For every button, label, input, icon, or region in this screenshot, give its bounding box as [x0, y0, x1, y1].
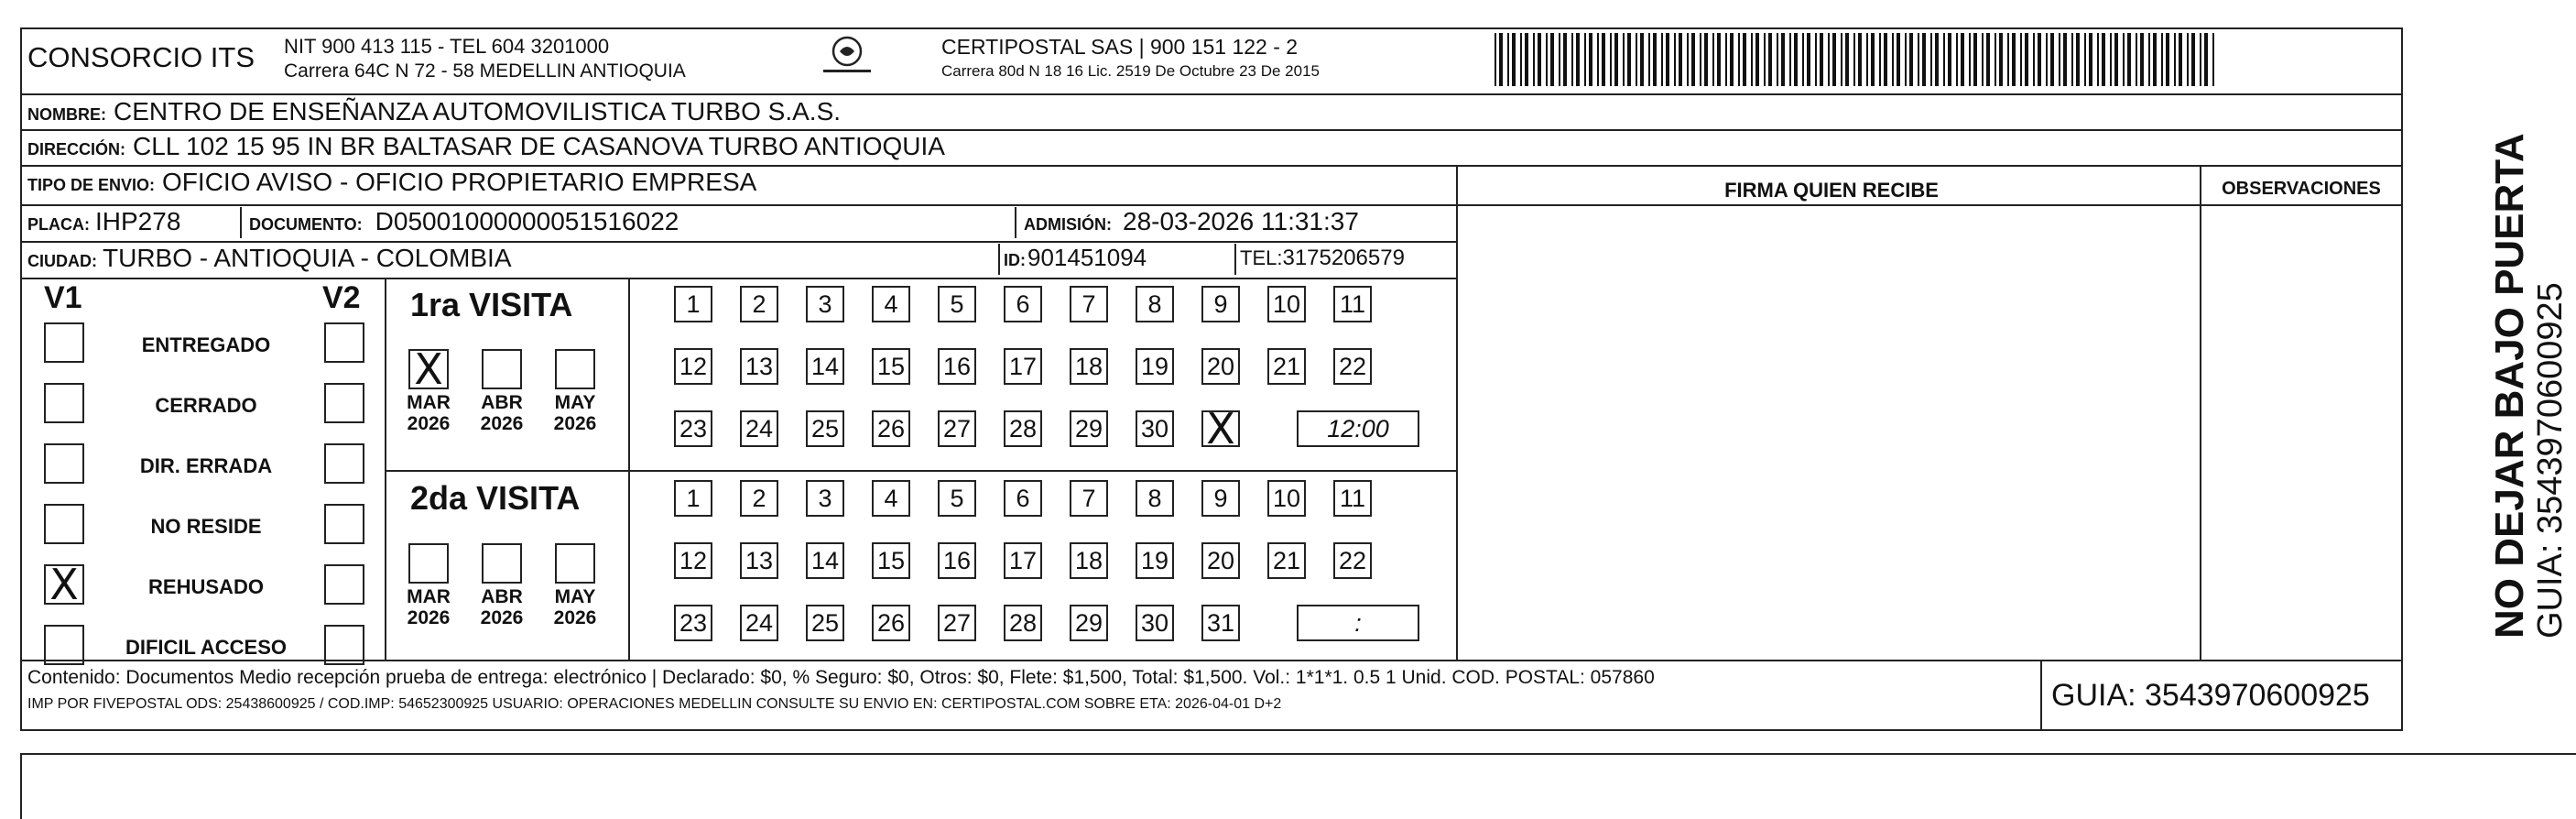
visit1-day-19[interactable]: 19	[1136, 348, 1174, 385]
ciudad-label: CIUDAD:	[27, 252, 97, 270]
documento-label: DOCUMENTO:	[249, 215, 363, 234]
row-divider-5	[20, 278, 1458, 279]
visit1-day-4[interactable]: 4	[872, 286, 910, 322]
visit1-day-27[interactable]: 27	[938, 410, 976, 447]
direccion-label: DIRECCIÓN:	[27, 140, 125, 158]
ciudad-row	[27, 244, 512, 273]
side-warning-title: NO DEJAR BAJO PUERTA	[2487, 133, 2532, 639]
visit2-day-7[interactable]: 7	[1070, 480, 1108, 517]
visit2-title: 2da VISITA	[410, 479, 581, 517]
visit1-day-2[interactable]: 2	[740, 286, 778, 322]
admision-label: ADMISIÓN:	[1024, 215, 1112, 234]
firma-left-border	[1456, 165, 1458, 660]
row-divider-4	[20, 241, 1458, 243]
visit2-day-30[interactable]: 30	[1136, 605, 1174, 641]
visit2-day-20[interactable]: 20	[1201, 542, 1240, 579]
visit1-month-checkbox-0[interactable]	[408, 344, 449, 394]
header-divider	[20, 93, 2403, 95]
tipo-row	[27, 168, 756, 197]
tel-value: 3175206579	[1282, 246, 1405, 270]
visit1-day-6[interactable]: 6	[1004, 286, 1042, 322]
row-divider-2	[20, 165, 2403, 167]
visit2-month-checkbox-2[interactable]	[555, 543, 595, 584]
documento-row	[249, 207, 679, 236]
nombre-row	[27, 97, 841, 126]
firma-signature-area[interactable]	[1460, 207, 2198, 658]
visit1-day-24[interactable]: 24	[740, 410, 778, 447]
v2-checkbox-2[interactable]	[324, 443, 364, 484]
visit2-day-6[interactable]: 6	[1004, 480, 1042, 517]
visit1-day-18[interactable]: 18	[1070, 348, 1108, 385]
visit2-day-3[interactable]: 3	[806, 480, 844, 517]
visit1-time-field[interactable]: 12:00	[1297, 410, 1419, 447]
visit1-day-21[interactable]: 21	[1267, 348, 1306, 385]
direccion-row	[27, 132, 945, 161]
v1-check-mark: X	[49, 560, 79, 609]
visit2-month-name: ABR	[481, 586, 523, 607]
visit2-month-name: MAR	[407, 586, 451, 607]
visit2-day-9[interactable]: 9	[1201, 480, 1240, 517]
nombre-value: CENTRO DE ENSEÑANZA AUTOMOVILISTICA TURBO S.A.S.	[114, 97, 842, 126]
visit1-day-11[interactable]: 11	[1333, 286, 1372, 322]
visit2-day-19[interactable]: 19	[1136, 542, 1174, 579]
id-label: ID:	[1004, 251, 1026, 269]
certipostal-logo	[810, 33, 884, 81]
visit2-day-18[interactable]: 18	[1070, 542, 1108, 579]
visit2-day-26[interactable]: 26	[872, 605, 910, 641]
visit2-day-28[interactable]: 28	[1004, 605, 1042, 641]
status-visit-divider	[385, 278, 386, 660]
company-name: CONSORCIO ITS	[27, 41, 255, 73]
visit2-time-field[interactable]: :	[1297, 605, 1419, 641]
visit2-day-23[interactable]: 23	[674, 605, 712, 641]
visit1-month-label-0	[397, 392, 460, 434]
visit2-month-label-1	[471, 586, 533, 628]
v2-checkbox-1[interactable]	[324, 383, 364, 423]
barcode	[1493, 27, 2225, 92]
visit2-day-8[interactable]: 8	[1136, 480, 1174, 517]
v1-checkbox-2[interactable]	[44, 443, 84, 484]
visit2-day-31[interactable]: 31	[1201, 605, 1240, 641]
placa-value: IHP278	[95, 207, 181, 235]
visit2-day-17[interactable]: 17	[1004, 542, 1042, 579]
visit1-day-30[interactable]: 30	[1136, 410, 1174, 447]
visit2-day-16[interactable]: 16	[938, 542, 976, 579]
side-warning	[2487, 133, 2571, 639]
status-label-4: REHUSADO	[148, 575, 264, 598]
bottom-frame-left	[20, 753, 22, 819]
visit2-day-5[interactable]: 5	[938, 480, 976, 517]
visit1-title: 1ra VISITA	[410, 286, 573, 323]
visit1-month-checkbox-1[interactable]	[482, 349, 522, 389]
visit1-day-22[interactable]: 22	[1333, 348, 1372, 385]
side-warning-guia: GUIA: 3543970600925	[2531, 282, 2570, 639]
visit2-day-10[interactable]: 10	[1267, 480, 1306, 517]
visit2-day-29[interactable]: 29	[1070, 605, 1108, 641]
observaciones-left-border	[2200, 165, 2201, 660]
visit2-day-27[interactable]: 27	[938, 605, 976, 641]
visit1-day-29[interactable]: 29	[1070, 410, 1108, 447]
footer-guia-divider	[2040, 660, 2042, 731]
footer-divider	[20, 660, 2403, 661]
bottom-frame-top	[20, 753, 2576, 755]
visit1-grid-divider	[628, 278, 630, 660]
v2-checkbox-3[interactable]	[324, 504, 364, 544]
documento-value: D05001000000051516022	[375, 207, 679, 235]
visit2-day-21[interactable]: 21	[1267, 542, 1306, 579]
visit1-day-15[interactable]: 15	[872, 348, 910, 385]
id-value: 901451094	[1027, 244, 1147, 271]
visit1-day-25[interactable]: 25	[806, 410, 844, 447]
visit1-day-1[interactable]: 1	[674, 286, 712, 322]
visit2-day-15[interactable]: 15	[872, 542, 910, 579]
visit2-month-year: 2026	[480, 607, 524, 628]
visit1-day-8[interactable]: 8	[1136, 286, 1174, 322]
visit2-day-13[interactable]: 13	[740, 542, 778, 579]
visit1-month-name: ABR	[481, 392, 523, 413]
visit1-day-16[interactable]: 16	[938, 348, 976, 385]
visit1-day-26[interactable]: 26	[872, 410, 910, 447]
visit1-day-12[interactable]: 12	[674, 348, 712, 385]
visit1-day-13[interactable]: 13	[740, 348, 778, 385]
visit2-month-checkbox-1[interactable]	[482, 543, 522, 584]
tipo-label: TIPO DE ENVIO:	[27, 176, 156, 194]
visit2-month-year: 2026	[407, 607, 451, 628]
visit2-day-1[interactable]: 1	[674, 480, 712, 517]
ciudad-value: TURBO - ANTIOQUIA - COLOMBIA	[103, 244, 512, 272]
observaciones-area[interactable]	[2203, 207, 2401, 658]
v2-checkbox-4[interactable]	[324, 564, 364, 605]
carrier-line2: Carrera 80d N 18 16 Lic. 2519 De Octubre 23 De 2015	[941, 62, 1320, 80]
v1-checkbox-1[interactable]	[44, 383, 84, 423]
visit1-day-14[interactable]: 14	[806, 348, 844, 385]
visit2-day-2[interactable]: 2	[740, 480, 778, 517]
status-label-3: NO RESIDE	[150, 515, 262, 538]
visit1-day-31[interactable]: X	[1201, 410, 1240, 447]
nombre-label: NOMBRE:	[27, 105, 106, 124]
footer-line2: IMP POR FIVEPOSTAL ODS: 25438600925 / COD.IMP: 54652300925 USUARIO: OPERACIONES MEDELLIN CONSULTE SU ENVIO EN: CERTIPOSTAL.COM SOBRE ETA: 2026-04-01 D+2	[27, 696, 1282, 712]
visit1-day-17[interactable]: 17	[1004, 348, 1042, 385]
visit2-day-25[interactable]: 25	[806, 605, 844, 641]
visit1-day-3[interactable]: 3	[806, 286, 844, 322]
company-nit-tel: NIT 900 413 115 - TEL 604 3201000	[284, 35, 610, 58]
visit1-month-name: MAR	[407, 392, 451, 413]
status-label-0: ENTREGADO	[141, 333, 271, 356]
visit1-day-5[interactable]: 5	[938, 286, 976, 322]
v2-checkbox-0[interactable]	[324, 322, 364, 363]
visit2-day-24[interactable]: 24	[740, 605, 778, 641]
firma-header: FIRMA QUIEN RECIBE	[1724, 179, 1939, 202]
visit1-month-label-1	[471, 392, 533, 434]
row-divider-3	[20, 204, 2403, 206]
visit1-day-9[interactable]: 9	[1201, 286, 1240, 322]
visit2-month-label-0	[397, 586, 460, 628]
admision-divider	[1015, 207, 1016, 238]
status-label-2: DIR. ERRADA	[139, 454, 273, 477]
visit2-day-22[interactable]: 22	[1333, 542, 1372, 579]
v1-checkbox-0[interactable]	[44, 322, 84, 363]
admision-row	[1024, 207, 1359, 236]
direccion-value: CLL 102 15 95 IN BR BALTASAR DE CASANOVA TURBO ANTIOQUIA	[133, 132, 945, 160]
tel-divider	[1234, 244, 1236, 275]
v1-checkbox-3[interactable]	[44, 504, 84, 544]
visit1-month-label-2	[544, 392, 606, 434]
visit1-day-20[interactable]: 20	[1201, 348, 1240, 385]
tipo-value: OFICIO AVISO - OFICIO PROPIETARIO EMPRESA	[162, 168, 757, 196]
v1-checkbox-4[interactable]	[44, 560, 84, 609]
status-label-1: CERRADO	[155, 394, 257, 417]
v2-header: V2	[322, 280, 361, 315]
footer-guia: GUIA: 3543970600925	[2051, 678, 2370, 713]
visit2-month-checkbox-0[interactable]	[408, 543, 449, 584]
footer-line1: Contenido: Documentos Medio recepción prueba de entrega: electrónico | Declarado: $0, % Seguro: $0, Otros: $0, Flete: $1,500, Total: $1,500. Vol.: 1*1*1. 0.5 1 Unid. COD. POSTAL: 057860	[27, 667, 1655, 688]
visit2-day-4[interactable]: 4	[872, 480, 910, 517]
observaciones-header: OBSERVACIONES	[2222, 179, 2381, 199]
visit1-day-7[interactable]: 7	[1070, 286, 1108, 322]
visit2-month-label-2	[544, 586, 606, 628]
visit1-month-checkbox-2[interactable]	[555, 349, 595, 389]
visit1-month-year: 2026	[553, 413, 597, 434]
v1-header: V1	[44, 280, 82, 315]
id-row	[1004, 244, 1147, 272]
visit2-day-14[interactable]: 14	[806, 542, 844, 579]
status-label-5: DIFICIL ACCESO	[125, 636, 287, 659]
visit1-day-28[interactable]: 28	[1004, 410, 1042, 447]
visit1-day-23[interactable]: 23	[674, 410, 712, 447]
placa-divider	[240, 207, 242, 238]
visit2-month-name: MAY	[554, 586, 596, 607]
visit2-day-12[interactable]: 12	[674, 542, 712, 579]
visit1-month-year: 2026	[407, 413, 451, 434]
visit1-day-10[interactable]: 10	[1267, 286, 1306, 322]
carrier-line1: CERTIPOSTAL SAS | 900 151 122 - 2	[941, 35, 1299, 59]
visit2-day-11[interactable]: 11	[1333, 480, 1372, 517]
visit-divider	[385, 470, 1458, 472]
visit2-month-year: 2026	[553, 607, 597, 628]
placa-row	[27, 207, 180, 236]
tel-label: TEL:	[1240, 246, 1283, 269]
id-divider	[998, 244, 1000, 275]
row-divider-1	[20, 129, 2403, 131]
visit1-month-year: 2026	[480, 413, 524, 434]
visit1-month-name: MAY	[554, 392, 596, 413]
visit1-month-check-mark: X	[414, 344, 443, 394]
company-address: Carrera 64C N 72 - 58 MEDELLIN ANTIOQUIA	[284, 60, 686, 82]
tel-row	[1240, 246, 1405, 271]
placa-label: PLACA:	[27, 215, 90, 234]
admision-value: 28-03-2026 11:31:37	[1123, 207, 1359, 235]
